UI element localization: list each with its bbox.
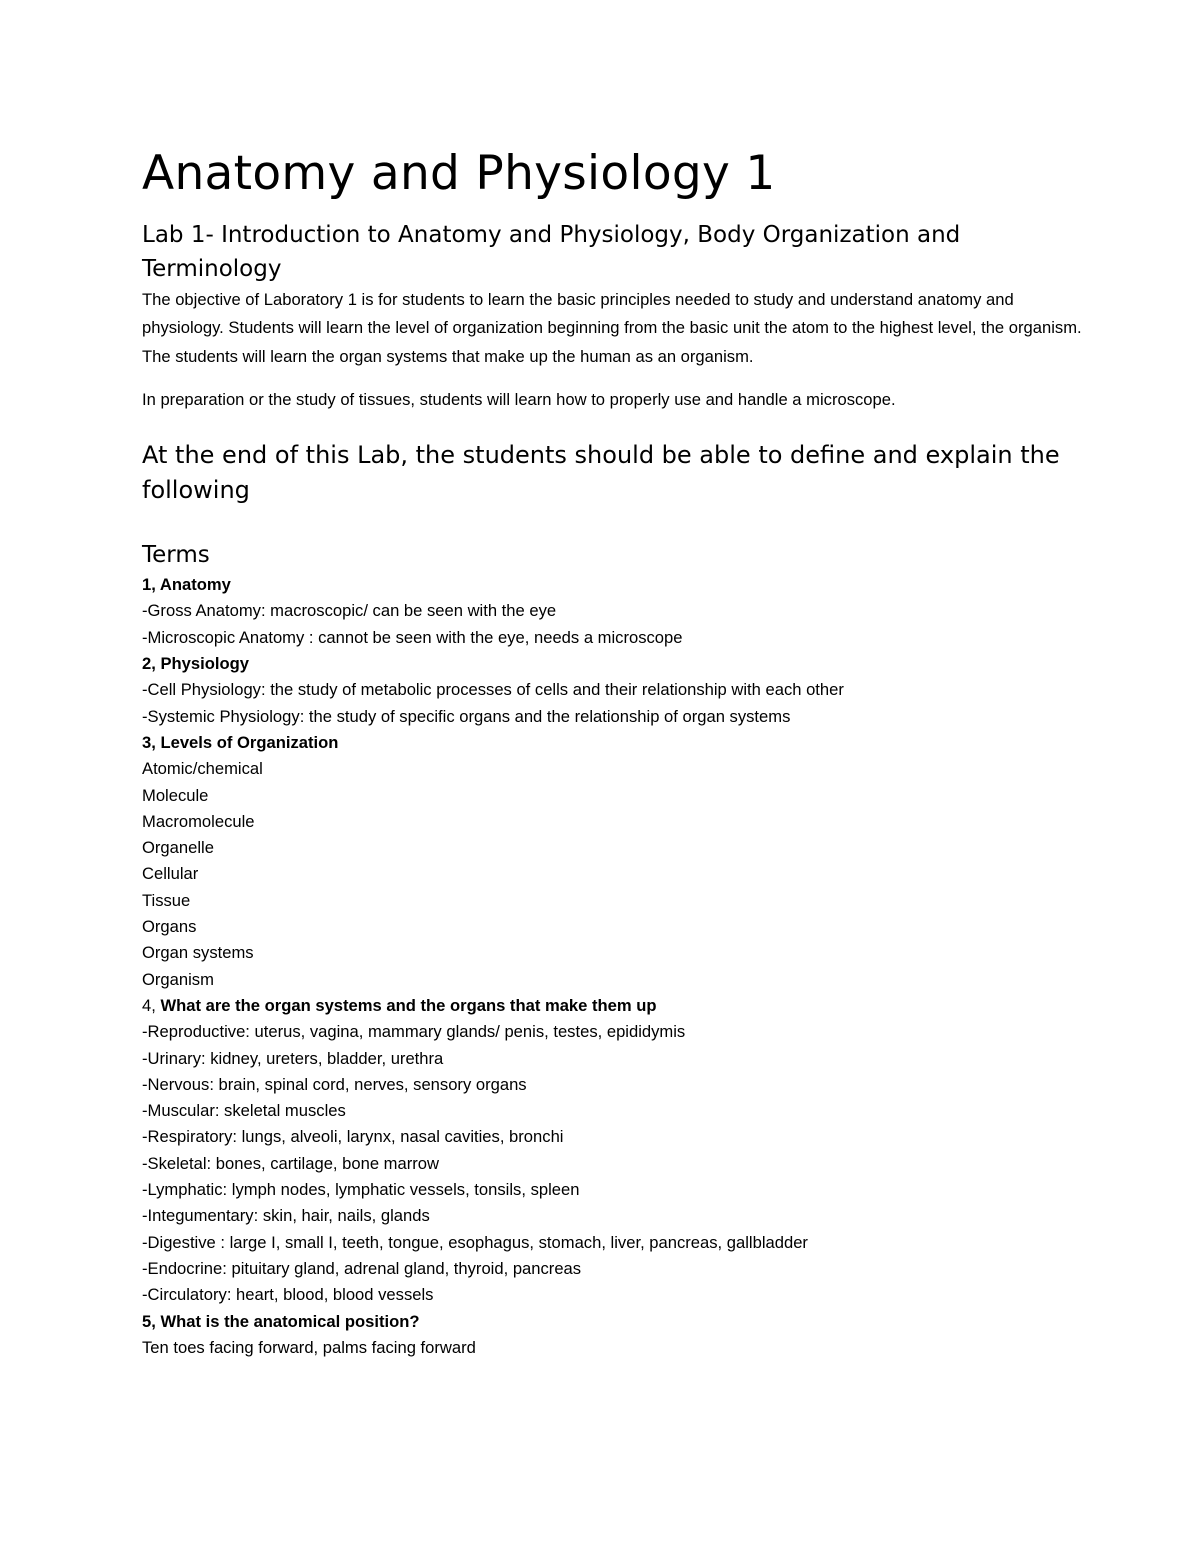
term-item: -Integumentary: skin, hair, nails, glands <box>142 1206 430 1226</box>
term-heading-label: Anatomy <box>159 575 231 595</box>
term-item: -Skeletal: bones, cartilage, bone marrow <box>142 1153 439 1173</box>
term-item: -Gross Anatomy: macroscopic/ can be seen with the eye <box>142 601 557 621</box>
terms-heading: Terms <box>142 542 210 569</box>
term-item: Organism <box>142 969 214 989</box>
term-heading-label: What are the organ systems and the organs that make them up <box>160 995 657 1015</box>
term-heading-label: What is the anatomical position? <box>160 1311 420 1331</box>
term-item: -Nervous: brain, spinal cord, nerves, sensory organs <box>142 1074 527 1094</box>
preparation-paragraph: In preparation or the study of tissues, students will learn how to properly use and handle a microscope. <box>142 389 896 409</box>
term-number: 2, <box>142 654 161 674</box>
term-item: Cellular <box>142 864 199 884</box>
term-item: Organs <box>142 917 197 937</box>
term-item: Organ systems <box>142 943 254 963</box>
document-title: Anatomy and Physiology 1 <box>142 146 776 201</box>
term-item: Atomic/chemical <box>142 759 263 779</box>
term-heading <box>142 572 1082 598</box>
term-heading-label: Physiology <box>160 654 249 674</box>
document-page <box>142 140 1082 1361</box>
term-item: -Lymphatic: lymph nodes, lymphatic vessels, tonsils, spleen <box>142 1180 580 1200</box>
lab-heading: Lab 1- Introduction to Anatomy and Physiology, Body Organization and Terminology <box>142 222 961 282</box>
term-number: 4, <box>142 995 161 1015</box>
term-item: -Muscular: skeletal muscles <box>142 1101 346 1121</box>
term-item: -Digestive : large I, small I, teeth, tongue, esophagus, stomach, liver, pancreas, gallbladder <box>142 1232 808 1252</box>
term-number: 3, <box>142 732 161 752</box>
objective-paragraph: The objective of Laboratory 1 is for students to learn the basic principles needed to study and understand anatomy and physiology. Students will learn the level of organization beginning from the basic unit the atom to the highest level, the organism. The students will learn the organ systems that make up the human as an organism. <box>142 290 1082 366</box>
term-item: -Microscopic Anatomy : cannot be seen with the eye, needs a microscope <box>142 627 683 647</box>
term-number: 1, <box>142 575 160 595</box>
term-number: 5, <box>142 1311 161 1331</box>
term-item: -Urinary: kidney, ureters, bladder, urethra <box>142 1048 444 1068</box>
term-item: -Systemic Physiology: the study of specific organs and the relationship of organ systems <box>142 706 791 726</box>
term-item: Macromolecule <box>142 811 255 831</box>
term-item: -Circulatory: heart, blood, blood vessels <box>142 1285 434 1305</box>
term-item: Ten toes facing forward, palms facing forward <box>142 1337 476 1357</box>
term-item: Tissue <box>142 890 191 910</box>
term-heading <box>142 993 1082 1019</box>
term-item: -Respiratory: lungs, alveoli, larynx, nasal cavities, bronchi <box>142 1127 564 1147</box>
term-item: -Cell Physiology: the study of metabolic processes of cells and their relationship with each other <box>142 680 844 700</box>
term-heading <box>142 1309 1082 1335</box>
outcomes-heading: At the end of this Lab, the students should be able to define and explain the following <box>142 441 1060 505</box>
term-heading <box>142 651 1082 677</box>
term-heading <box>142 730 1082 756</box>
term-heading-label: Levels of Organization <box>160 732 339 752</box>
term-item: Molecule <box>142 785 209 805</box>
term-item: -Endocrine: pituitary gland, adrenal gland, thyroid, pancreas <box>142 1258 582 1278</box>
term-item: Organelle <box>142 838 214 858</box>
terms-list <box>142 572 1082 1361</box>
term-item: -Reproductive: uterus, vagina, mammary glands/ penis, testes, epididymis <box>142 1022 686 1042</box>
